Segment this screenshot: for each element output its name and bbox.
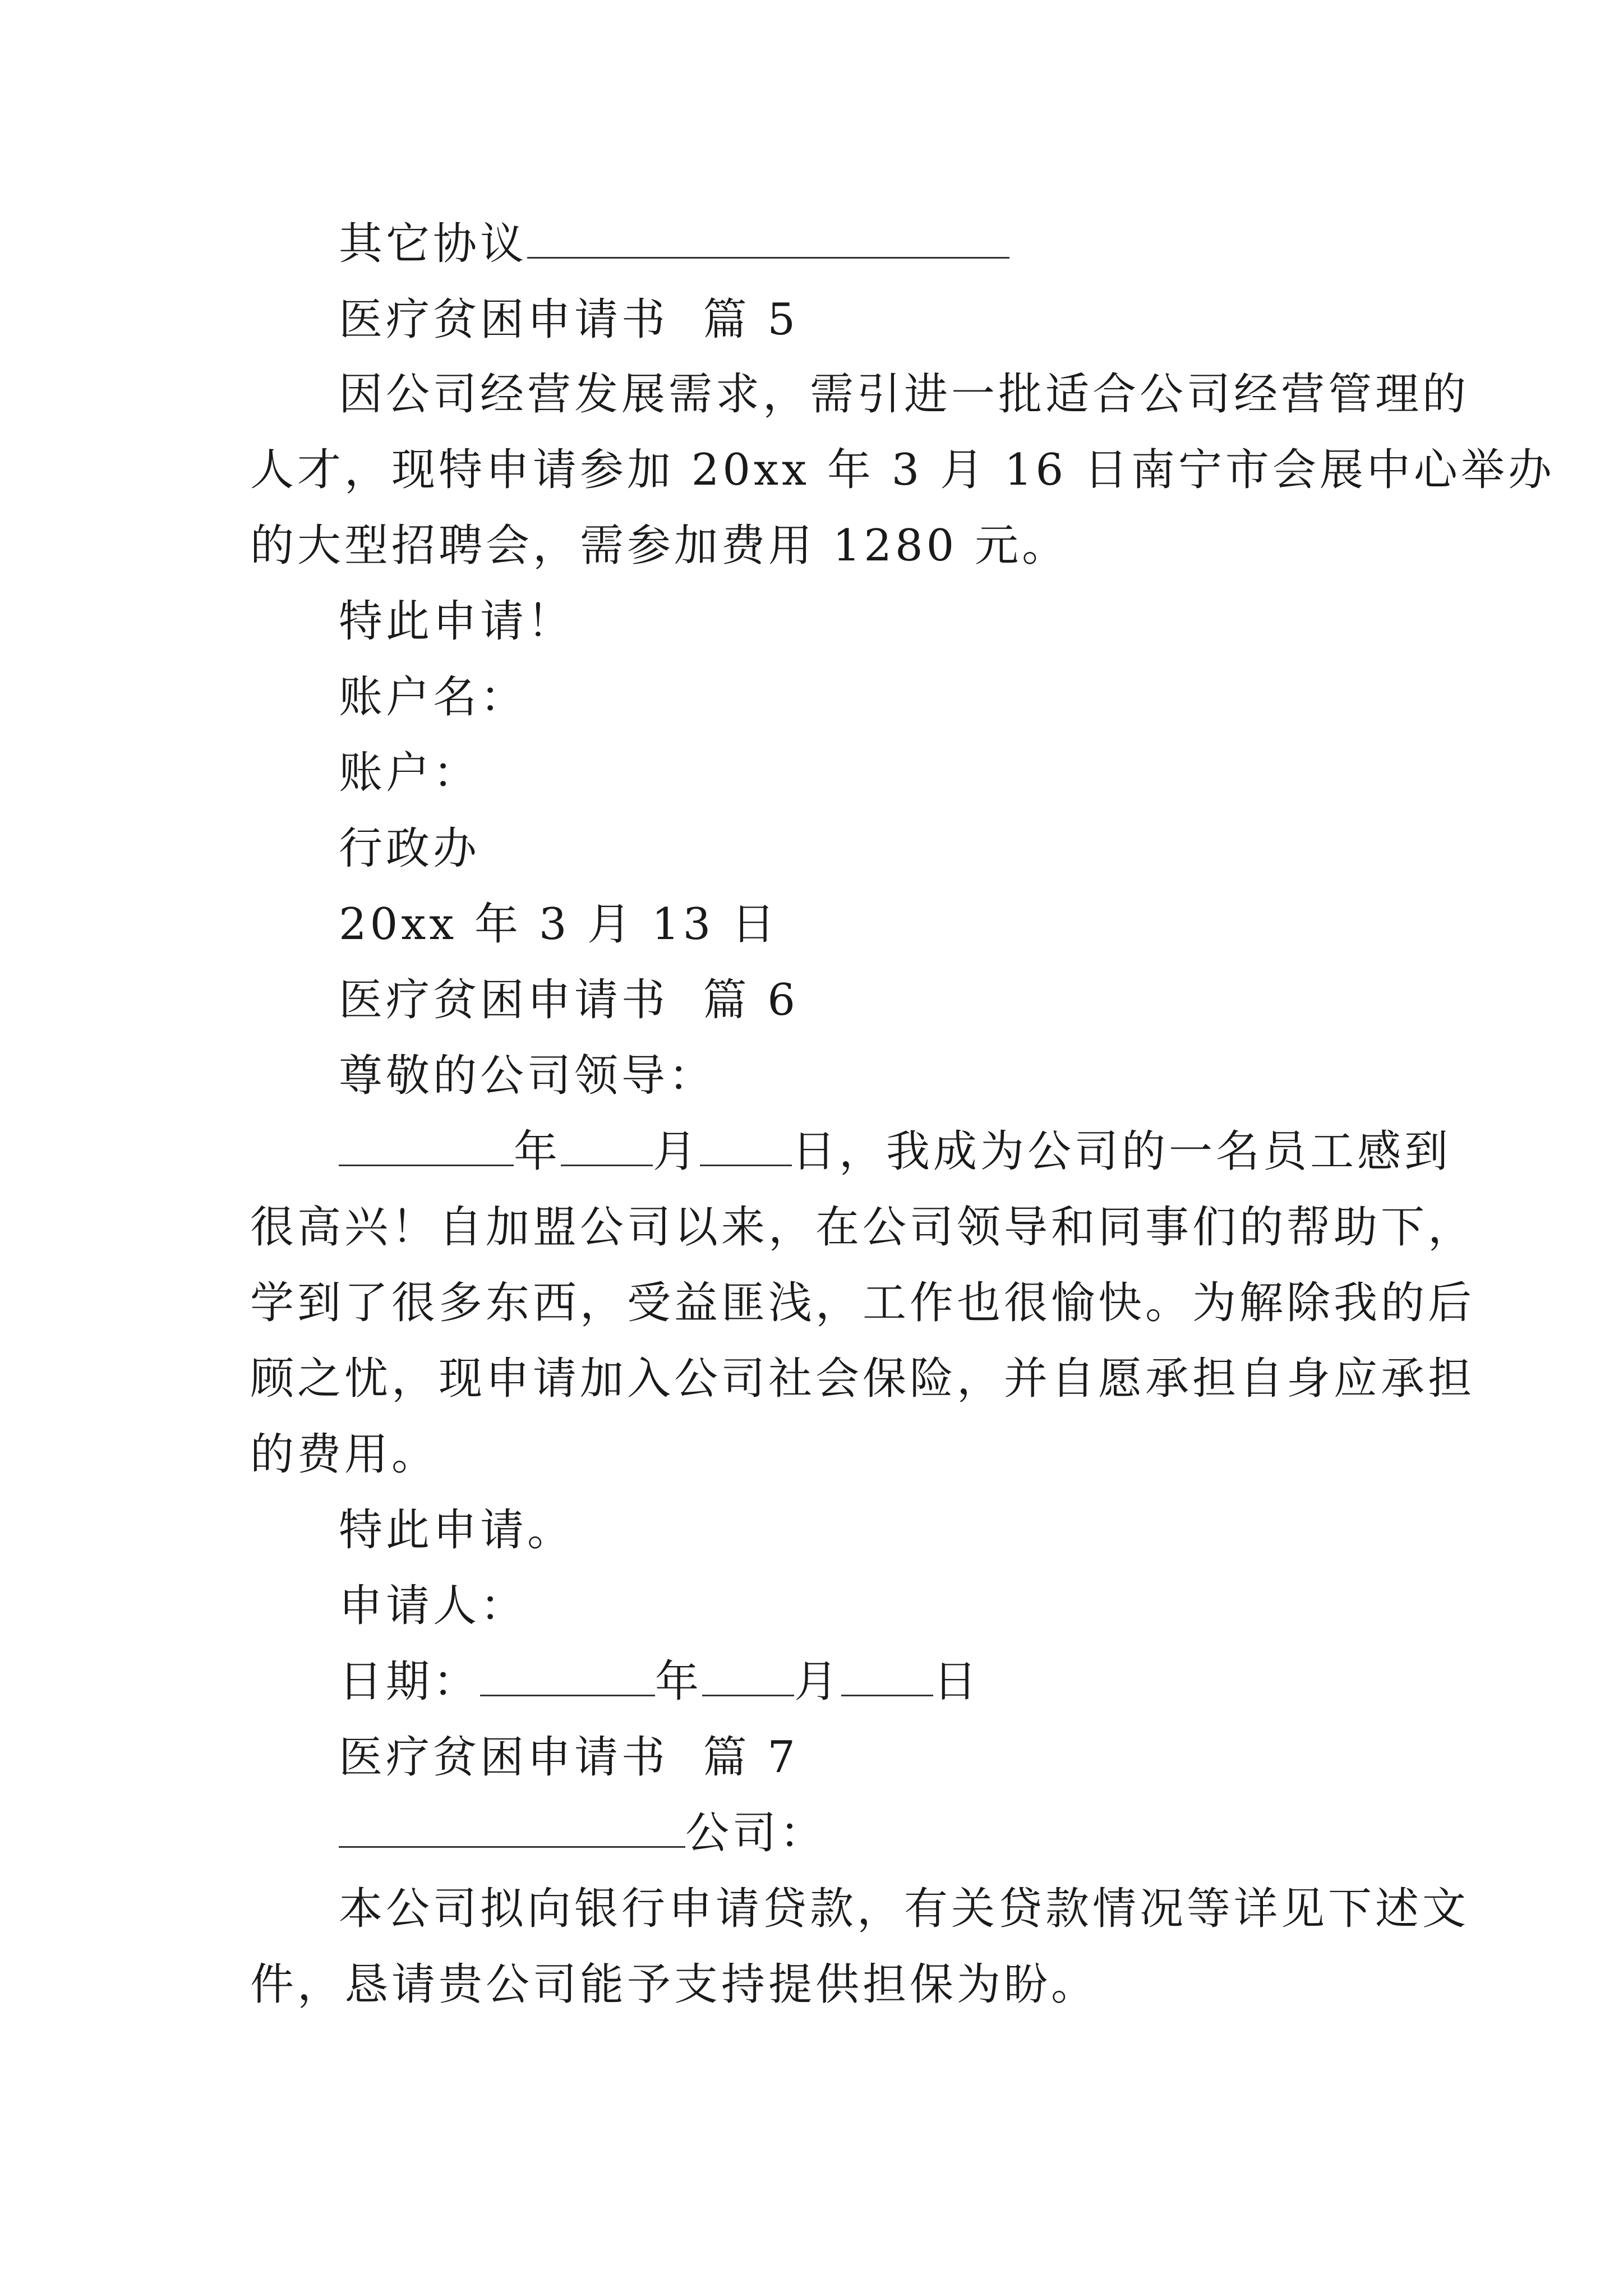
department-signature: 行政办	[339, 823, 481, 874]
paragraph-line: 的大型招聘会，需参加费用 1280 元。	[250, 521, 1069, 571]
company-suffix: 公司：	[685, 1808, 827, 1858]
year-blank[interactable]	[339, 1125, 514, 1166]
month-char: 月	[794, 1657, 842, 1707]
applicant-label: 申请人：	[339, 1581, 528, 1631]
section-heading-6: 医疗贫困申请书 篇 6	[339, 975, 799, 1025]
section-heading-7: 医疗贫困申请书 篇 7	[339, 1732, 799, 1783]
year-char: 年	[514, 1126, 561, 1177]
paragraph-line: 人才，现特申请参加 20xx 年 3 月 16 日南宁市会展中心举办	[250, 445, 1555, 495]
date-line-text: 日，我成为公司的一名员工感到	[792, 1126, 1452, 1177]
day-char: 日	[933, 1657, 981, 1707]
account-name-label: 账户名：	[339, 672, 528, 723]
date-field-line	[339, 1654, 980, 1710]
company-name-blank[interactable]	[339, 1807, 685, 1848]
year-char: 年	[655, 1657, 703, 1707]
paragraph-line: 很高兴！自加盟公司以来，在公司领导和同事们的帮助下，	[250, 1202, 1476, 1253]
other-agreement-label: 其它协议	[339, 219, 528, 269]
paragraph-line: 顾之忧，现申请加入公司社会保险，并自愿承担自身应承担	[250, 1354, 1476, 1404]
company-address-line	[339, 1805, 827, 1861]
signature-date: 20xx 年 3 月 13 日	[339, 899, 779, 950]
paragraph-line: 学到了很多东西，受益匪浅，工作也很愉快。为解除我的后	[250, 1278, 1476, 1328]
account-label: 账户：	[339, 748, 481, 798]
other-agreement-blank[interactable]	[527, 218, 1009, 259]
closing-line: 特此申请。	[339, 1505, 575, 1556]
paragraph-line: 本公司拟向银行申请贷款，有关贷款情况等详见下述文	[339, 1884, 1470, 1934]
day-blank[interactable]	[841, 1655, 933, 1696]
month-char: 月	[653, 1126, 700, 1177]
paragraph-line: 的费用。	[250, 1429, 439, 1480]
other-agreement-line	[339, 216, 1009, 272]
month-blank[interactable]	[702, 1655, 794, 1696]
month-blank[interactable]	[561, 1125, 653, 1166]
salutation: 尊敬的公司领导：	[339, 1051, 716, 1101]
date-fill-line	[339, 1124, 1451, 1180]
section-heading-5: 医疗贫困申请书 篇 5	[339, 295, 799, 345]
day-blank[interactable]	[700, 1125, 792, 1166]
date-label: 日期：	[339, 1657, 481, 1707]
paragraph-line: 因公司经营发展需求，需引进一批适合公司经营管理的	[339, 369, 1470, 420]
closing-line: 特此申请！	[339, 596, 575, 647]
year-blank[interactable]	[480, 1655, 655, 1696]
paragraph-line: 件，恳请贵公司能予支持提供担保为盼。	[250, 1959, 1099, 2010]
